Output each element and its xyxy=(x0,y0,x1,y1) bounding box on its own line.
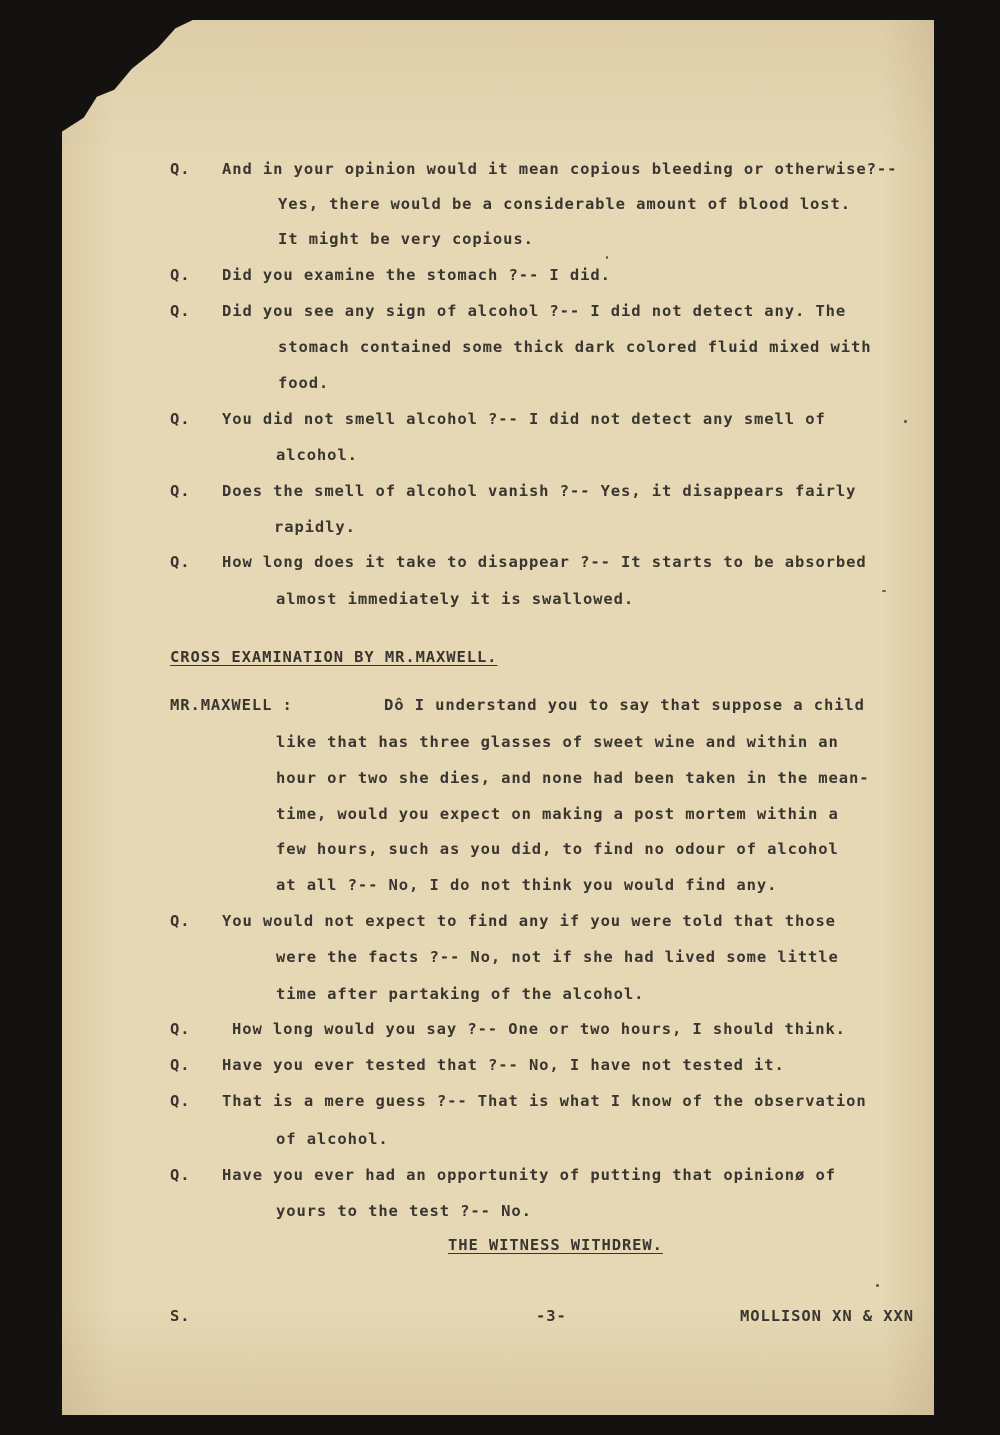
witness-withdrew: THE WITNESS WITHDREW. xyxy=(448,1236,663,1254)
question-marker: Q. xyxy=(170,1020,191,1038)
footer-reference: MOLLISON XN & XXN xyxy=(740,1307,914,1325)
text-line: of alcohol. xyxy=(276,1130,389,1148)
text-line: at all ?-- No, I do not think you would find any. xyxy=(276,876,778,894)
text-line: hour or two she dies, and none had been taken in the mean- xyxy=(276,769,870,787)
text-line: Have you ever had an opportunity of putting that opinionø of xyxy=(222,1166,836,1184)
speaker-label: MR.MAXWELL : xyxy=(170,696,293,714)
footer-initial: S. xyxy=(170,1307,191,1325)
text-line: food. xyxy=(278,374,330,392)
text-line: stomach contained some thick dark colored fluid mixed with xyxy=(278,338,872,356)
question-marker: Q. xyxy=(170,266,191,284)
text-line: It might be very copious. xyxy=(278,230,534,248)
text-line: Does the smell of alcohol vanish ?-- Yes, it disappears fairly xyxy=(222,482,857,500)
question-marker: Q. xyxy=(170,1092,191,1110)
text-line: You would not expect to find any if you were told that those xyxy=(222,912,836,930)
text-line: Did you see any sign of alcohol ?-- I did not detect any. The xyxy=(222,302,847,320)
question-marker: Q. xyxy=(170,912,191,930)
text-line: You did not smell alcohol ?-- I did not detect any smell of xyxy=(222,410,826,428)
ink-speck xyxy=(882,590,886,592)
text-line: time, would you expect on making a post mortem within a xyxy=(276,805,839,823)
text-line: were the facts ?-- No, not if she had lived some little xyxy=(276,948,839,966)
text-line: yours to the test ?-- No. xyxy=(276,1202,532,1220)
text-line: few hours, such as you did, to find no odour of alcohol xyxy=(276,840,839,858)
text-line: Have you ever tested that ?-- No, I have not tested it. xyxy=(222,1056,785,1074)
text-line: How long does it take to disappear ?-- It starts to be absorbed xyxy=(222,553,867,571)
section-heading: CROSS EXAMINATION BY MR.MAXWELL. xyxy=(170,648,498,666)
text-line: That is a mere guess ?-- That is what I know of the observation xyxy=(222,1092,867,1110)
text-line: And in your opinion would it mean copious bleeding or otherwise?-- xyxy=(222,160,898,178)
text-line: like that has three glasses of sweet wine and within an xyxy=(276,733,839,751)
question-marker: Q. xyxy=(170,553,191,571)
page-number: -3- xyxy=(536,1307,567,1325)
text-line: time after partaking of the alcohol. xyxy=(276,985,645,1003)
text-line: almost immediately it is swallowed. xyxy=(276,590,635,608)
text-line: How long would you say ?-- One or two hours, I should think. xyxy=(232,1020,846,1038)
ink-speck xyxy=(606,256,608,259)
question-marker: Q. xyxy=(170,1166,191,1184)
question-marker: Q. xyxy=(170,160,191,178)
ink-speck xyxy=(876,1284,879,1287)
question-marker: Q. xyxy=(170,1056,191,1074)
text-line: alcohol. xyxy=(276,446,358,464)
question-marker: Q. xyxy=(170,410,191,428)
text-line: Did you examine the stomach ?-- I did. xyxy=(222,266,611,284)
text-line: Yes, there would be a considerable amount of blood lost. xyxy=(278,195,851,213)
text-line: Dô I understand you to say that suppose a child xyxy=(384,696,865,714)
question-marker: Q. xyxy=(170,482,191,500)
ink-speck xyxy=(904,420,907,423)
text-line: rapidly. xyxy=(274,518,356,536)
question-marker: Q. xyxy=(170,302,191,320)
